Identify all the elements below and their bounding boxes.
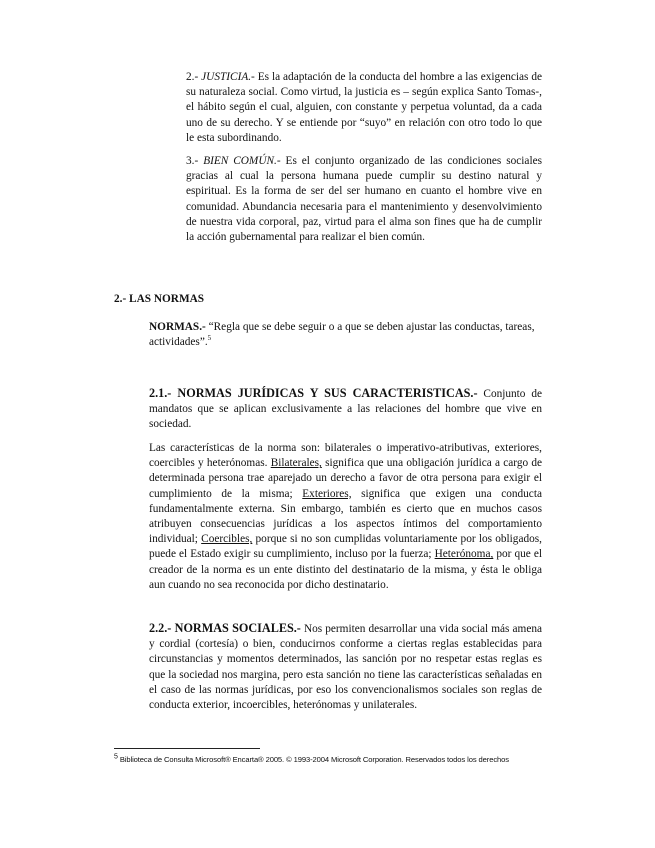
coercibles-text: porque si no son cumplidas voluntariamente por los obligados, puede el Estado exigir su cumplimiento, incluso por la fuerza; [149, 533, 542, 561]
juridicas-heading: 2.1.- NORMAS JURÍDICAS Y SUS CARACTERISTICAS.- [149, 386, 478, 400]
juridicas-characteristics-paragraph [149, 441, 542, 593]
characteristics-start: Las características de la norma son: bilaterales o imperativo-atributivas, exteriores, coercibles y heterónomas. [149, 442, 542, 470]
juridicas-intro: Conjunto de mandatos que se aplican exclusivamente a las relaciones del hombre que vive en sociedad. [149, 388, 542, 431]
heteronoma-text: por que el creador de la norma es un ente distinto del destinatario de la misma, y ésta le obliga aun cuando no sea reconocida por dicho destinatario. [149, 548, 542, 591]
normas-definition-text: “Regla que se debe seguir o a que se deben ajustar las conductas, tareas, actividades”. [149, 321, 535, 349]
justicia-term: JUSTICIA.- [201, 71, 255, 83]
exteriores-text: significa que exigen una conducta fundamentalmente externa. Sin embargo, también es cierto que en muchos casos atribuyen consecuencias jurídicas a los aspectos íntimos del comportamiento individual; [149, 487, 542, 546]
bien-comun-number: 3.- [186, 155, 199, 167]
exteriores-label: Exteriores, [302, 487, 352, 500]
justicia-number: 2.- [186, 71, 199, 83]
footnote-number: 5 [114, 753, 118, 761]
bien-comun-paragraph [186, 154, 542, 245]
coercibles-label: Coercibles, [201, 533, 253, 546]
footnote-text: Biblioteca de Consulta Microsoft® Encarta® 2005. © 1993-2004 Microsoft Corporation. Reservados todos los derechos [119, 755, 509, 764]
sociales-heading: 2.2.- NORMAS SOCIALES.- [149, 621, 301, 635]
bilaterales-text: significa que una obligación jurídica a cargo de determinada persona trae aparejado un derecho a favor de otra persona para exigir el cumplimiento de la misma; [149, 457, 543, 500]
bilaterales-label: Bilaterales, [270, 457, 322, 470]
sociales-paragraph [149, 621, 542, 713]
sociales-text: Nos permiten desarrollar una vida social más amena y cordial (cortesía) o bien, conducirnos conforme a ciertas reglas establecidas para circunstancias y momentos determinados, las sanción por no respetar estas reglas es que la sociedad nos margina, pero esta sanción no tiene las características señaladas en el caso de las normas jurídicas, por eso los convencionalismos sociales son reglas de conducta exterior, incoercibles, heterónomas y unilaterales. [149, 623, 542, 712]
footnote-separator [114, 748, 260, 749]
justicia-paragraph [186, 70, 542, 146]
juridicas-intro-paragraph [149, 386, 542, 433]
bien-comun-term: BIEN COMÚN.- [203, 155, 281, 167]
normas-term: NORMAS.- [149, 321, 206, 333]
bien-comun-text: Es el conjunto organizado de las condiciones sociales gracias al cual la persona humana puede cumplir su destino natural y espiritual. Es la forma de ser del ser humano en cuanto el hombre vive en comunidad. Abundancia necesaria para el mantenimiento y desenvolvimiento de nuestra vida corporal, paz, virtud para el alma son fines que ha de cumplir la acción gubernamental para realizar el bien común. [186, 155, 542, 244]
footnote-reference: 5 [207, 334, 212, 343]
normas-definition [149, 320, 542, 350]
justicia-text: Es la adaptación de la conducta del hombre a las exigencias de su naturaleza social. Como virtud, la justicia es – según explica Santo Tomas-, el hábito según el cual, alguien, con constante y perpetua voluntad, da a cada uno de su derecho. Y se entiende por “suyo” en relación con otro todo lo que le esta subordinando. [186, 71, 542, 144]
heteronoma-label: Heterónoma, [434, 548, 494, 561]
section-normas-heading: 2.- LAS NORMAS [114, 293, 205, 305]
footnote [114, 755, 524, 765]
